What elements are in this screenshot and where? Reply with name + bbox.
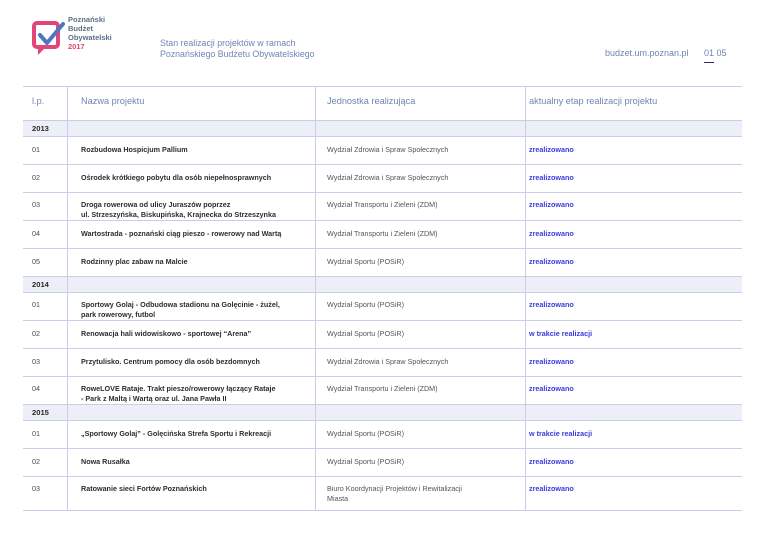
year-row	[23, 120, 742, 136]
project-name: Sportowy Golaj - Odbudowa stadionu na Golęcinie - żużel, park rowerowy, futbol	[81, 300, 280, 319]
table-header-row	[23, 86, 742, 120]
budget-logo-icon	[32, 20, 66, 56]
logo-text	[68, 15, 112, 51]
column-divider	[315, 86, 316, 511]
project-name: Rozbudowa Hospicjum Pallium	[81, 145, 188, 154]
project-status: zrealizowano	[529, 229, 574, 238]
project-name: Ośrodek krótkiego pobytu dla osób niepełnosprawnych	[81, 173, 272, 182]
implementing-unit: Wydział Sportu (POSiR)	[327, 429, 405, 438]
project-status: zrealizowano	[529, 173, 574, 182]
project-status: zrealizowano	[529, 145, 574, 154]
column-header-status: aktualny etap realizacji projektu	[529, 96, 658, 106]
table-row	[23, 292, 742, 320]
project-status: zrealizowano	[529, 300, 574, 309]
column-divider	[525, 86, 526, 511]
table-row	[23, 248, 742, 276]
table-row	[23, 192, 742, 220]
table-row	[23, 376, 742, 404]
implementing-unit: Wydział Sportu (POSiR)	[327, 457, 405, 466]
column-header-unit: Jednostka realizująca	[327, 96, 416, 106]
implementing-unit: Biuro Koordynacji Projektów i Rewitalizacji Miasta	[327, 484, 463, 503]
project-status: zrealizowano	[529, 457, 574, 466]
row-number: 02	[32, 329, 40, 338]
table-row	[23, 476, 742, 511]
table-row	[23, 320, 742, 348]
project-name: Rodzinny plac zabaw na Malcie	[81, 257, 188, 266]
column-header-name: Nazwa projektu	[81, 96, 145, 106]
implementing-unit: Wydział Zdrowia i Spraw Społecznych	[327, 357, 449, 366]
logo-line-1: Poznański	[68, 15, 106, 24]
document-title-line-1: Stan realizacji projektów w ramach	[160, 38, 296, 48]
year-label: 2014	[32, 280, 49, 289]
row-number: 01	[32, 300, 40, 309]
project-status: zrealizowano	[529, 200, 574, 209]
project-name: Przytulisko. Centrum pomocy dla osób bezdomnych	[81, 357, 260, 366]
project-status: zrealizowano	[529, 257, 574, 266]
row-number: 05	[32, 257, 40, 266]
table-row	[23, 348, 742, 376]
project-name: RoweLOVE Rataje. Trakt pieszo/rowerowy łączący Rataje - Park z Maltą i Wartą oraz ul. Jana Pawła II	[81, 384, 276, 403]
row-number: 03	[32, 357, 40, 366]
project-name: Wartostrada - poznański ciąg pieszo - rowerowy nad Wartą	[81, 229, 282, 238]
page-indicator	[704, 48, 727, 58]
year-row	[23, 404, 742, 420]
project-name: Ratowanie sieci Fortów Poznańskich	[81, 484, 207, 493]
row-number: 02	[32, 457, 40, 466]
table-row	[23, 164, 742, 192]
project-status: w trakcie realizacji	[529, 329, 593, 338]
project-name: Droga rowerowa od ulicy Juraszów poprzez ul. Strzeszyńska, Biskupińska, Krajnecka do Strzeszynka	[81, 200, 276, 219]
row-number: 03	[32, 200, 40, 209]
implementing-unit: Wydział Sportu (POSiR)	[327, 329, 405, 338]
table-row	[23, 136, 742, 164]
project-status: w trakcie realizacji	[529, 429, 593, 438]
implementing-unit: Wydział Zdrowia i Spraw Społecznych	[327, 173, 449, 182]
project-name: Nowa Rusałka	[81, 457, 130, 466]
year-label: 2013	[32, 124, 49, 133]
row-number: 01	[32, 145, 40, 154]
implementing-unit: Wydział Zdrowia i Spraw Społecznych	[327, 145, 449, 154]
project-status: zrealizowano	[529, 357, 574, 366]
row-number: 04	[32, 384, 40, 393]
implementing-unit: Wydział Sportu (POSiR)	[327, 257, 405, 266]
projects-table	[23, 86, 742, 511]
year-label: 2015	[32, 408, 49, 417]
column-header-lp: l.p.	[32, 96, 45, 106]
project-name: „Sportowy Golaj” - Golęcińska Strefa Sportu i Rekreacji	[81, 429, 272, 438]
row-number: 01	[32, 429, 40, 438]
implementing-unit: Wydział Transportu i Zieleni (ZDM)	[327, 229, 438, 238]
year-row	[23, 276, 742, 292]
document-title	[160, 38, 315, 60]
project-status: zrealizowano	[529, 484, 574, 493]
page-current: 01	[704, 48, 715, 58]
logo-year: 2017	[68, 42, 85, 51]
logo-line-2: Budżet	[68, 24, 93, 33]
column-divider	[67, 86, 68, 511]
document-title-line-2: Poznańskiego Budżetu Obywatelskiego	[160, 49, 315, 59]
page-total: 05	[716, 48, 727, 58]
logo-line-3: Obywatelski	[68, 33, 112, 42]
project-name: Renowacja hali widowiskowo - sportowej “Arena”	[81, 329, 252, 338]
row-number: 03	[32, 484, 40, 493]
row-number: 04	[32, 229, 40, 238]
site-url[interactable]: budzet.um.poznan.pl	[605, 48, 689, 58]
project-status: zrealizowano	[529, 384, 574, 393]
table-row	[23, 220, 742, 248]
implementing-unit: Wydział Transportu i Zieleni (ZDM)	[327, 384, 438, 393]
table-row	[23, 420, 742, 448]
row-number: 02	[32, 173, 40, 182]
table-row	[23, 448, 742, 476]
implementing-unit: Wydział Sportu (POSiR)	[327, 300, 405, 309]
implementing-unit: Wydział Transportu i Zieleni (ZDM)	[327, 200, 438, 209]
